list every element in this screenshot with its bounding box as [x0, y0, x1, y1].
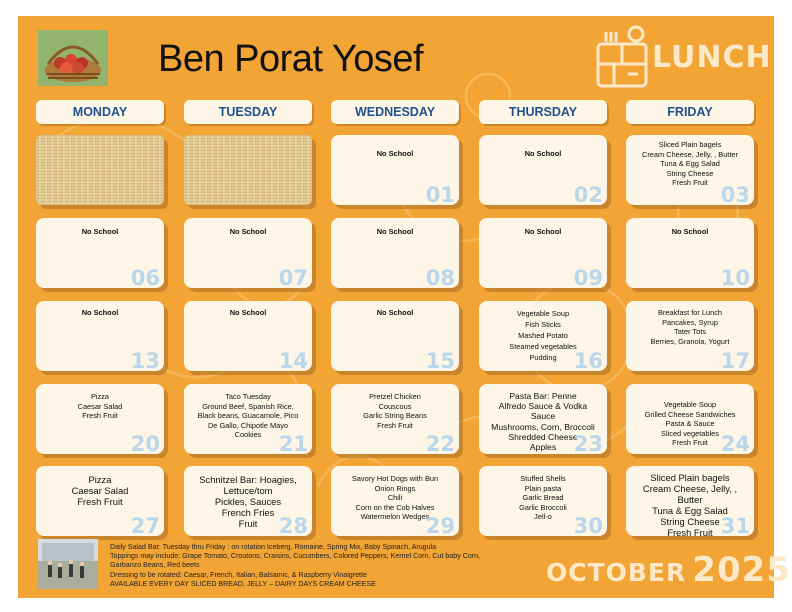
- date-number: 27: [130, 514, 160, 538]
- day-header-thursday: THURSDAY: [479, 100, 607, 124]
- year-label: 2025: [692, 550, 791, 590]
- menu-text: No School: [229, 308, 267, 317]
- calendar-cell: [479, 218, 607, 288]
- calendar-cell: [479, 135, 607, 205]
- calendar-cell: [479, 466, 607, 536]
- calendar-cell: [331, 301, 459, 371]
- date-number: 20: [130, 432, 160, 456]
- salad-bar-notes: Daily Salad Bar: Tuesday thru Friday : on rotation Iceberg, Romaine, Spring Mix, Baby Spinach, Arugula Toppings may include: Grape Tomato, Croutons, Craisins, Cucumbers, Colored Peppers, Kernel Corn, Cut baby Corn, Garbanzo Beans, Red beets Dressing to be rotated: Caesar, French, Italian, Balsamic, & Raspberry Vinaigrette AVAILABLE EVERY DAY SLICED BREAD, JELLY – DAIRY DAYS CREAM CHEESE: [110, 543, 481, 588]
- menu-text: No School: [376, 149, 414, 158]
- date-number: 02: [573, 183, 603, 207]
- menu-text: No School: [376, 227, 414, 236]
- day-header-wednesday: WEDNESDAY: [331, 100, 459, 124]
- menu-text: No School: [671, 227, 709, 236]
- school-title: Ben Porat Yosef: [158, 38, 424, 80]
- date-number: 06: [130, 266, 160, 290]
- calendar-cell: [331, 384, 459, 454]
- month-year-label: [546, 550, 791, 590]
- calendar-cell: [184, 218, 312, 288]
- calendar-cell: [479, 301, 607, 371]
- date-number: 08: [425, 266, 455, 290]
- menu-text: Pasta Bar: Penne Alfredo Sauce & Vodka Sauce Mushrooms, Corn, Broccoli Shredded Cheese Apples: [491, 391, 595, 453]
- menu-text: Vegetable Soup Grilled Cheese Sandwiches Pasta & Sauce Sliced vegetables Fresh Fruit: [644, 400, 736, 448]
- date-number: 15: [425, 349, 455, 373]
- calendar-cell: [184, 466, 312, 536]
- calendar-cell: [36, 218, 164, 288]
- lunch-banner: [592, 22, 772, 94]
- calendar-cell: [331, 218, 459, 288]
- menu-text: Pizza Caesar Salad Fresh Fruit: [71, 474, 129, 507]
- calendar-cell: [184, 301, 312, 371]
- date-number: 07: [278, 266, 308, 290]
- calendar-cell: [479, 384, 607, 454]
- date-number: 01: [425, 183, 455, 207]
- menu-text: Pretzel Chicken Couscous Garlic String Beans Fresh Fruit: [363, 392, 427, 430]
- menu-text: Savory Hot Dogs with Bun Onion Rings Chili Corn on the Cob Halves Watermelon Wedges: [351, 474, 439, 522]
- calendar-cell: [331, 466, 459, 536]
- menu-text: Taco Tuesday Ground Beef, Spanish Rice, Black beans, Guacamole, Pico De Gallo, Chipotle Mayo Cookies: [197, 392, 299, 440]
- menu-text: Sliced Plain bagels Cream Cheese, Jelly, , Butter Tuna & Egg Salad String Cheese Fresh Fruit: [642, 472, 738, 538]
- calendar-cell: [36, 301, 164, 371]
- date-number: 03: [720, 183, 750, 207]
- month-label: OCTOBER: [546, 558, 687, 587]
- date-number: 13: [130, 349, 160, 373]
- menu-text: No School: [81, 308, 119, 317]
- menu-text: No School: [524, 149, 562, 158]
- calendar-cell: [626, 384, 754, 454]
- apple-basket-photo: [38, 30, 108, 86]
- lunch-tray-icon: [592, 22, 652, 94]
- students-photo: [38, 539, 98, 589]
- calendar-cell: [331, 135, 459, 205]
- date-number: 10: [720, 266, 750, 290]
- calendar-cell-blank: [184, 135, 312, 205]
- menu-text: Sliced Plain bagels Cream Cheese, Jelly, , Butter Tuna & Egg Salad String Cheese Fresh Fruit: [642, 140, 738, 188]
- calendar-cell: [626, 466, 754, 536]
- calendar-cell-blank: [36, 135, 164, 205]
- date-number: 29: [425, 514, 455, 538]
- date-number: 17: [720, 349, 750, 373]
- date-number: 31: [720, 514, 750, 538]
- date-number: 14: [278, 349, 308, 373]
- menu-text: Schnitzel Bar: Hoagies, Lettuce/tom Pickles, Sauces French Fries Fruit: [199, 474, 297, 529]
- menu-text: Vegetable Soup Fish Sticks Mashed Potato Steamed vegetables Pudding: [509, 309, 577, 362]
- menu-text: Pizza Caesar Salad Fresh Fruit: [77, 392, 123, 421]
- date-number: 09: [573, 266, 603, 290]
- lunch-calendar: [18, 16, 791, 598]
- date-number: 23: [573, 432, 603, 456]
- day-header-tuesday: TUESDAY: [184, 100, 312, 124]
- date-number: 21: [278, 432, 308, 456]
- menu-text: No School: [81, 227, 119, 236]
- lunch-label: LUNCH: [652, 40, 772, 75]
- calendar-cell: [626, 301, 754, 371]
- menu-text: No School: [229, 227, 267, 236]
- day-header-monday: MONDAY: [36, 100, 164, 124]
- date-number: 30: [573, 514, 603, 538]
- date-number: 28: [278, 514, 308, 538]
- calendar-cell: [36, 384, 164, 454]
- calendar-cell: [36, 466, 164, 536]
- menu-text: No School: [376, 308, 414, 317]
- date-number: 16: [573, 349, 603, 373]
- menu-text: Breakfast for Lunch Pancakes, Syrup Tater Tots Berries, Granola, Yogurt: [650, 308, 730, 346]
- calendar-cell: [626, 135, 754, 205]
- calendar-cell: [184, 384, 312, 454]
- date-number: 24: [720, 432, 750, 456]
- menu-text: No School: [524, 227, 562, 236]
- day-header-friday: FRIDAY: [626, 100, 754, 124]
- calendar-cell: [626, 218, 754, 288]
- date-number: 22: [425, 432, 455, 456]
- menu-text: Stuffed Shells Plain pasta Garlic Bread Garlic Broccoli Jell-o: [519, 474, 567, 522]
